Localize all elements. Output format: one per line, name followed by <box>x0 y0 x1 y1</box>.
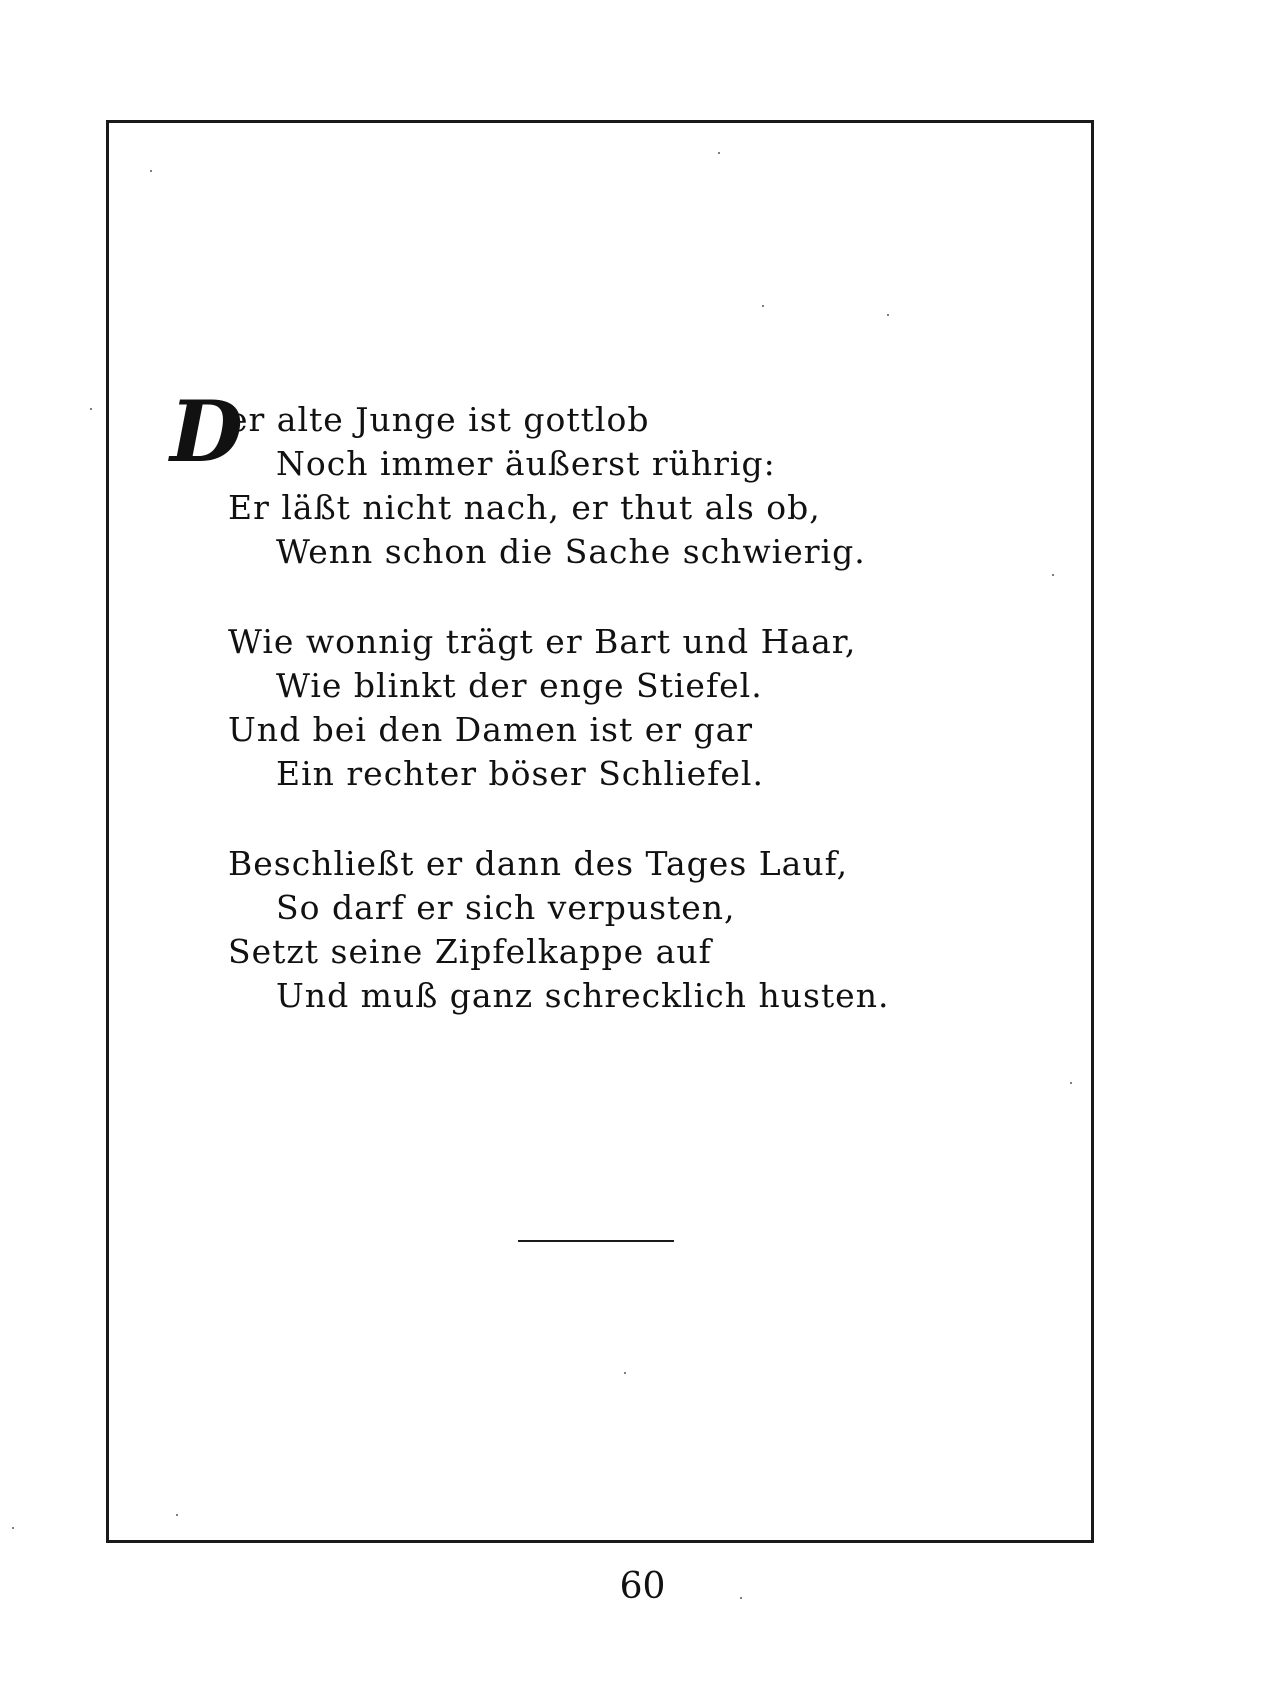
scan-speck <box>624 1372 626 1374</box>
drop-cap: D <box>170 382 244 481</box>
poem-line: So darf er sich verpusten, <box>276 888 736 927</box>
scan-speck <box>90 408 92 410</box>
poem-line: Wie blinkt der enge Stiefel. <box>276 666 763 705</box>
page-number: 60 <box>619 1566 666 1607</box>
poem-line: Er läßt nicht nach, er thut als ob, <box>228 488 821 527</box>
poem-line: Beschließt er dann des Tages Lauf, <box>228 844 849 883</box>
scan-speck <box>718 152 720 154</box>
stanza-2 <box>228 620 988 796</box>
scan-speck <box>1070 1082 1072 1084</box>
stanza-1 <box>170 382 988 574</box>
poem-line: Wie wonnig trägt er Bart und Haar, <box>228 622 857 661</box>
poem-line-text: er alte Junge ist gottlob <box>228 400 650 439</box>
poem-line: Wenn schon die Sache schwierig. <box>276 532 866 571</box>
scan-speck <box>176 1514 178 1516</box>
poem-line: Noch immer äußerst rührig: <box>276 444 776 483</box>
poem-line: Und bei den Damen ist er gar <box>228 710 754 749</box>
end-rule <box>518 1240 674 1242</box>
scan-speck <box>1052 574 1054 576</box>
scan-speck <box>150 170 152 172</box>
stanza-3 <box>228 842 988 1018</box>
scan-speck <box>887 314 889 316</box>
scan-speck <box>740 1597 742 1599</box>
poem-line: Ein rechter böser Schliefel. <box>276 754 764 793</box>
poem-line: Setzt seine Zipfelkappe auf <box>228 932 712 971</box>
scan-speck <box>12 1527 14 1529</box>
scan-speck <box>762 305 764 307</box>
poem-line: Und muß ganz schrecklich husten. <box>276 976 890 1015</box>
poem <box>170 382 988 1064</box>
